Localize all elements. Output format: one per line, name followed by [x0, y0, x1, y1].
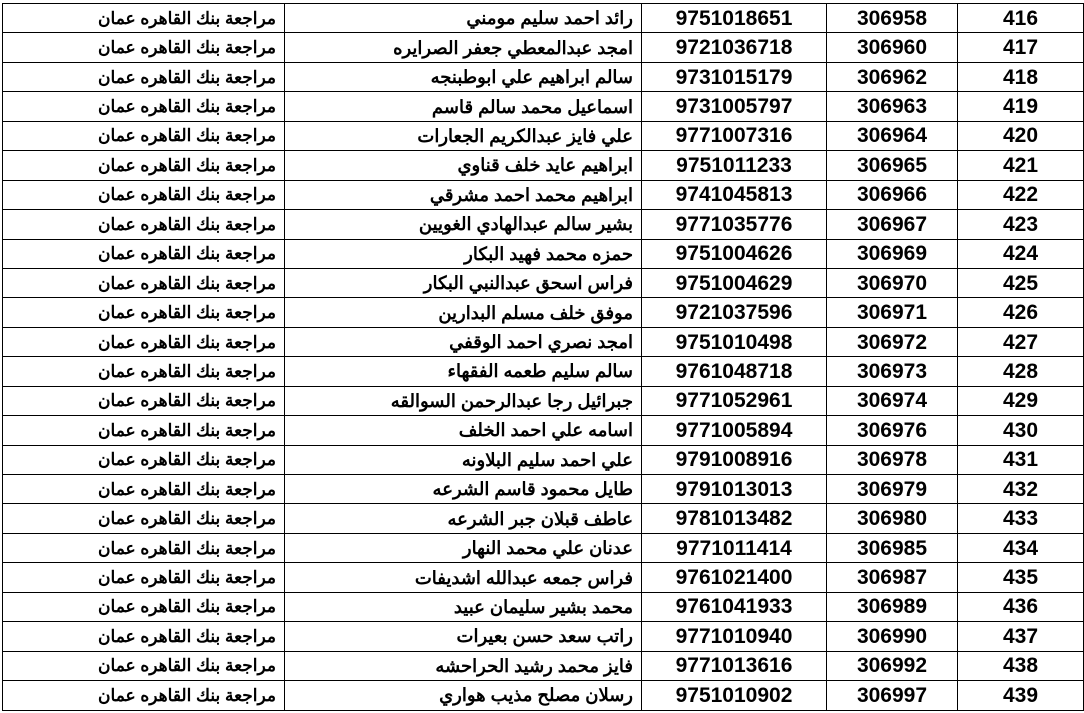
bank-note-cell: مراجعة بنك القاهره عمان: [3, 121, 285, 150]
national-id-cell: 9771035776: [642, 210, 827, 239]
table-row: [3, 33, 1084, 62]
reference-code-cell: 306966: [827, 180, 958, 209]
person-name-cell: ابراهيم محمد احمد مشرقي: [285, 180, 642, 209]
person-name-cell: علي احمد سليم البلاونه: [285, 445, 642, 474]
table-row: [3, 4, 1084, 33]
bank-note-cell: مراجعة بنك القاهره عمان: [3, 475, 285, 504]
person-name-cell: جبرائيل رجا عبدالرحمن السوالقه: [285, 386, 642, 415]
table-row: [3, 210, 1084, 239]
person-name-cell: بشير سالم عبدالهادي الغويين: [285, 210, 642, 239]
national-id-cell: 9751018651: [642, 4, 827, 33]
person-name-cell: علي فايز عبدالكريم الجعارات: [285, 121, 642, 150]
table-row: [3, 681, 1084, 710]
person-name-cell: سالم سليم طعمه الفقهاء: [285, 357, 642, 386]
row-number-cell: 426: [958, 298, 1084, 327]
reference-code-cell: 306989: [827, 592, 958, 621]
national-id-cell: 9751004629: [642, 268, 827, 297]
bank-note-cell: مراجعة بنك القاهره عمان: [3, 327, 285, 356]
national-id-cell: 9771011414: [642, 533, 827, 562]
bank-note-cell: مراجعة بنك القاهره عمان: [3, 563, 285, 592]
bank-note-cell: مراجعة بنك القاهره عمان: [3, 504, 285, 533]
row-number-cell: 424: [958, 239, 1084, 268]
national-id-cell: 9751004626: [642, 239, 827, 268]
reference-code-cell: 306973: [827, 357, 958, 386]
person-name-cell: اسامه علي احمد الخلف: [285, 416, 642, 445]
bank-note-cell: مراجعة بنك القاهره عمان: [3, 180, 285, 209]
reference-code-cell: 306992: [827, 651, 958, 680]
reference-code-cell: 306990: [827, 622, 958, 651]
bank-note-cell: مراجعة بنك القاهره عمان: [3, 651, 285, 680]
row-number-cell: 420: [958, 121, 1084, 150]
bank-note-cell: مراجعة بنك القاهره عمان: [3, 210, 285, 239]
bank-note-cell: مراجعة بنك القاهره عمان: [3, 445, 285, 474]
row-number-cell: 432: [958, 475, 1084, 504]
national-id-cell: 9721037596: [642, 298, 827, 327]
person-name-cell: عاطف قبلان جبر الشرعه: [285, 504, 642, 533]
records-table-body: [3, 4, 1084, 711]
reference-code-cell: 306960: [827, 33, 958, 62]
row-number-cell: 428: [958, 357, 1084, 386]
national-id-cell: 9791008916: [642, 445, 827, 474]
table-row: [3, 416, 1084, 445]
reference-code-cell: 306972: [827, 327, 958, 356]
bank-note-cell: مراجعة بنك القاهره عمان: [3, 268, 285, 297]
reference-code-cell: 306964: [827, 121, 958, 150]
person-name-cell: فراس اسحق عبدالنبي البكار: [285, 268, 642, 297]
table-row: [3, 298, 1084, 327]
row-number-cell: 430: [958, 416, 1084, 445]
reference-code-cell: 306971: [827, 298, 958, 327]
person-name-cell: اسماعيل محمد سالم قاسم: [285, 92, 642, 121]
table-row: [3, 151, 1084, 180]
table-row: [3, 121, 1084, 150]
reference-code-cell: 306963: [827, 92, 958, 121]
table-row: [3, 504, 1084, 533]
bank-note-cell: مراجعة بنك القاهره عمان: [3, 681, 285, 710]
reference-code-cell: 306987: [827, 563, 958, 592]
table-row: [3, 475, 1084, 504]
row-number-cell: 418: [958, 62, 1084, 91]
bank-note-cell: مراجعة بنك القاهره عمان: [3, 151, 285, 180]
person-name-cell: موفق خلف مسلم البدارين: [285, 298, 642, 327]
reference-code-cell: 306958: [827, 4, 958, 33]
person-name-cell: عدنان علي محمد النهار: [285, 533, 642, 562]
national-id-cell: 9751010902: [642, 681, 827, 710]
row-number-cell: 422: [958, 180, 1084, 209]
bank-note-cell: مراجعة بنك القاهره عمان: [3, 357, 285, 386]
bank-note-cell: مراجعة بنك القاهره عمان: [3, 622, 285, 651]
national-id-cell: 9791013013: [642, 475, 827, 504]
person-name-cell: فايز محمد رشيد الحراحشه: [285, 651, 642, 680]
national-id-cell: 9771005894: [642, 416, 827, 445]
bank-note-cell: مراجعة بنك القاهره عمان: [3, 62, 285, 91]
table-row: [3, 651, 1084, 680]
national-id-cell: 9771007316: [642, 121, 827, 150]
national-id-cell: 9731015179: [642, 62, 827, 91]
table-row: [3, 62, 1084, 91]
row-number-cell: 438: [958, 651, 1084, 680]
row-number-cell: 435: [958, 563, 1084, 592]
row-number-cell: 439: [958, 681, 1084, 710]
table-row: [3, 563, 1084, 592]
national-id-cell: 9761041933: [642, 592, 827, 621]
table-row: [3, 445, 1084, 474]
row-number-cell: 436: [958, 592, 1084, 621]
bank-note-cell: مراجعة بنك القاهره عمان: [3, 592, 285, 621]
reference-code-cell: 306985: [827, 533, 958, 562]
row-number-cell: 417: [958, 33, 1084, 62]
person-name-cell: رسلان مصلح مذيب هواري: [285, 681, 642, 710]
reference-code-cell: 306967: [827, 210, 958, 239]
national-id-cell: 9751010498: [642, 327, 827, 356]
table-row: [3, 268, 1084, 297]
national-id-cell: 9771010940: [642, 622, 827, 651]
national-id-cell: 9741045813: [642, 180, 827, 209]
reference-code-cell: 306969: [827, 239, 958, 268]
bank-note-cell: مراجعة بنك القاهره عمان: [3, 92, 285, 121]
table-row: [3, 92, 1084, 121]
row-number-cell: 425: [958, 268, 1084, 297]
bank-note-cell: مراجعة بنك القاهره عمان: [3, 4, 285, 33]
table-row: [3, 357, 1084, 386]
reference-code-cell: 306970: [827, 268, 958, 297]
reference-code-cell: 306997: [827, 681, 958, 710]
records-table: [2, 3, 1084, 711]
person-name-cell: رائد احمد سليم مومني: [285, 4, 642, 33]
bank-note-cell: مراجعة بنك القاهره عمان: [3, 298, 285, 327]
table-row: [3, 239, 1084, 268]
reference-code-cell: 306978: [827, 445, 958, 474]
person-name-cell: محمد بشير سليمان عبيد: [285, 592, 642, 621]
bank-note-cell: مراجعة بنك القاهره عمان: [3, 386, 285, 415]
table-row: [3, 327, 1084, 356]
reference-code-cell: 306976: [827, 416, 958, 445]
row-number-cell: 427: [958, 327, 1084, 356]
national-id-cell: 9761048718: [642, 357, 827, 386]
bank-note-cell: مراجعة بنك القاهره عمان: [3, 533, 285, 562]
person-name-cell: راتب سعد حسن بعيرات: [285, 622, 642, 651]
table-row: [3, 533, 1084, 562]
person-name-cell: فراس جمعه عبدالله اشديفات: [285, 563, 642, 592]
row-number-cell: 434: [958, 533, 1084, 562]
national-id-cell: 9731005797: [642, 92, 827, 121]
national-id-cell: 9721036718: [642, 33, 827, 62]
person-name-cell: سالم ابراهيم علي ابوطبنجه: [285, 62, 642, 91]
bank-note-cell: مراجعة بنك القاهره عمان: [3, 239, 285, 268]
row-number-cell: 416: [958, 4, 1084, 33]
table-row: [3, 622, 1084, 651]
table-row: [3, 386, 1084, 415]
person-name-cell: طايل محمود قاسم الشرعه: [285, 475, 642, 504]
table-row: [3, 592, 1084, 621]
table-row: [3, 180, 1084, 209]
national-id-cell: 9761021400: [642, 563, 827, 592]
row-number-cell: 431: [958, 445, 1084, 474]
row-number-cell: 419: [958, 92, 1084, 121]
person-name-cell: امجد نصري احمد الوقفي: [285, 327, 642, 356]
row-number-cell: 437: [958, 622, 1084, 651]
row-number-cell: 423: [958, 210, 1084, 239]
person-name-cell: حمزه محمد فهيد البكار: [285, 239, 642, 268]
person-name-cell: امجد عبدالمعطي جعفر الصرايره: [285, 33, 642, 62]
row-number-cell: 429: [958, 386, 1084, 415]
bank-note-cell: مراجعة بنك القاهره عمان: [3, 416, 285, 445]
row-number-cell: 433: [958, 504, 1084, 533]
national-id-cell: 9751011233: [642, 151, 827, 180]
national-id-cell: 9771013616: [642, 651, 827, 680]
national-id-cell: 9781013482: [642, 504, 827, 533]
reference-code-cell: 306965: [827, 151, 958, 180]
bank-note-cell: مراجعة بنك القاهره عمان: [3, 33, 285, 62]
row-number-cell: 421: [958, 151, 1084, 180]
reference-code-cell: 306974: [827, 386, 958, 415]
reference-code-cell: 306979: [827, 475, 958, 504]
person-name-cell: ابراهيم عايد خلف قناوي: [285, 151, 642, 180]
national-id-cell: 9771052961: [642, 386, 827, 415]
reference-code-cell: 306980: [827, 504, 958, 533]
reference-code-cell: 306962: [827, 62, 958, 91]
